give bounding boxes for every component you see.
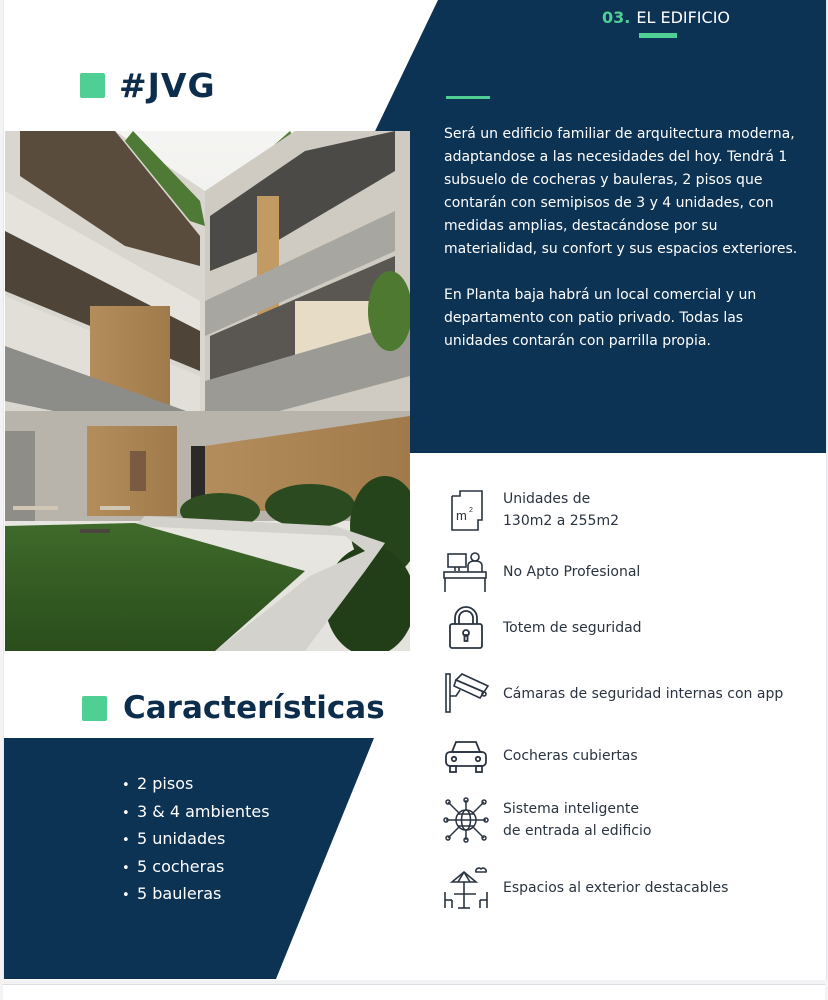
feature-line-1: Cocheras cubiertas (503, 748, 638, 764)
svg-text:2: 2 (469, 507, 473, 514)
bullet-icon: • (122, 888, 130, 903)
bullet-icon: • (122, 778, 130, 793)
feature-covered-parking (442, 732, 638, 780)
feature-outdoor-spaces (442, 864, 728, 912)
feature-line-2: 130m2 a 255m2 (503, 513, 620, 529)
brand-tag: #JVG (119, 66, 216, 105)
description-accent-bar (446, 96, 490, 99)
network-globe-icon (442, 796, 490, 844)
green-square-bullet-icon (80, 73, 105, 98)
outdoor-umbrella-table-icon (442, 864, 490, 912)
green-square-bullet-icon (82, 696, 107, 721)
feature-line-2: de entrada al edificio (503, 823, 652, 839)
list-item: • 2 pisos (122, 770, 270, 798)
feature-line-1: Totem de seguridad (503, 620, 642, 636)
section-label (602, 8, 730, 27)
list-item: • 3 & 4 ambientes (122, 798, 270, 826)
section-number: 03. (602, 8, 631, 27)
svg-text:m: m (456, 508, 467, 523)
list-item: • 5 cocheras (122, 853, 270, 881)
car-icon (442, 732, 490, 780)
bullet-icon: • (122, 860, 130, 876)
feature-line-1: Sistema inteligente (503, 801, 639, 817)
feature-line-1: Cámaras de seguridad internas con app (503, 686, 784, 702)
brand-heading (80, 66, 216, 105)
section-underline-accent (639, 33, 677, 38)
description-paragraph-2: En Planta baja habrá un local comercial y un departamento con patio privado. Todas las unidades contarán con parrilla propia. (444, 287, 757, 349)
description-paragraph-1: Será un edificio familiar de arquitectura moderna, adaptandose a las necesidades del hoy. Tendrá 1 subsuelo de cocheras y bauleras, 2 pisos que contarán con semipisos de 3 y 4 unidades, con medidas amplias, destacándose por su materialidad, su confort y sus espacios exteriores. (444, 126, 798, 257)
floor-plan-m2-icon (442, 486, 490, 534)
feature-security-totem (442, 604, 642, 652)
list-item: • 5 unidades (122, 825, 270, 853)
building-description (444, 123, 804, 376)
security-camera-icon (442, 670, 490, 718)
characteristics-title: Características (123, 690, 385, 726)
feature-line-1: No Apto Profesional (503, 564, 641, 580)
feature-security-cameras (442, 670, 783, 718)
feature-unit-sizes (442, 486, 619, 534)
padlock-icon (442, 604, 490, 652)
characteristics-list (122, 770, 270, 908)
building-render-photo (5, 131, 410, 651)
feature-no-professional (442, 548, 640, 596)
building-render-image (5, 131, 410, 651)
next-page-edge (3, 984, 825, 1000)
list-item: • 5 bauleras (122, 880, 270, 908)
feature-line-1: Unidades de (503, 491, 591, 507)
bullet-icon: • (122, 805, 130, 821)
section-title: EL EDIFICIO (636, 8, 731, 27)
feature-smart-entry (442, 796, 651, 844)
office-desk-icon (442, 548, 490, 596)
feature-line-1: Espacios al exterior destacables (503, 880, 729, 896)
characteristics-heading (82, 690, 385, 726)
brochure-page (3, 0, 827, 980)
bullet-icon: • (122, 833, 130, 848)
